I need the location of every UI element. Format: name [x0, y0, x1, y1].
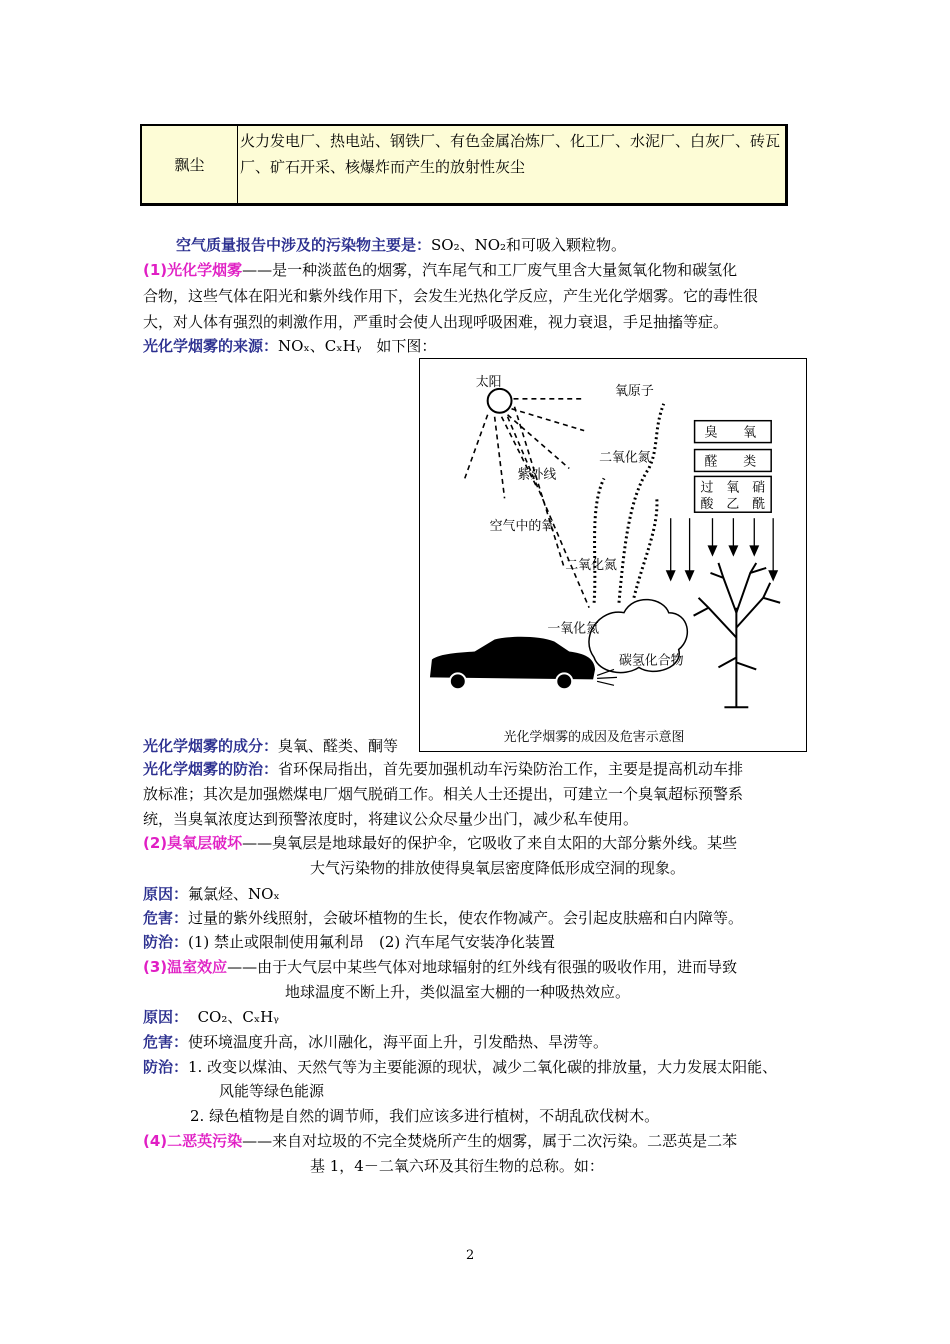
- intro-label: 空气质量报告中涉及的污染物主要是：: [176, 236, 432, 254]
- s2-ctrl-text: (1) 禁止或限制使用氟利昂 (2) 汽车尾气安装净化装置: [188, 933, 556, 951]
- fig-no-label: 一氧化氮: [547, 621, 600, 637]
- s1-ctrl2: 放标准；其次是加强燃煤电厂烟气脱硝工作。相关人士还提出，可建立一个臭氧超标预警系: [143, 785, 744, 803]
- s1-body2: 合物，这些气体在阳光和紫外线作用下，会发生光热化学反应，产生光化学烟雾。它的毒性很: [143, 287, 759, 305]
- s3-ctrl2: 2. 绿色植物是自然的调节师，我们应该多进行植树，不胡乱砍伐树木。: [190, 1107, 660, 1125]
- s3-cause-label: 原因：: [143, 1008, 189, 1026]
- s3-body1: ——由于大气层中某些气体对地球辐射的红外线有很强的吸收作用，进而导致: [227, 958, 738, 976]
- s4-body1: ——来自对垃圾的不完全焚烧所产生的烟雾，属于二次污染。二恶英是二苯: [242, 1132, 738, 1150]
- s2-ctrl-line: [143, 931, 555, 953]
- s1-source-line: [143, 335, 436, 357]
- s1-title: (1)光化学烟雾: [143, 261, 243, 279]
- s1-control-line: [143, 758, 743, 780]
- tree-icon: [694, 563, 781, 707]
- fig-air-o2-label: 空气中的氧: [489, 519, 555, 535]
- s3-ctrl1b: 风能等绿色能源: [219, 1082, 325, 1100]
- s3-harm-text: 使环境温度升高，冰川融化，海平面上升，引发酷热、旱涝等。: [188, 1033, 609, 1051]
- fig-aldehyde-label: 醛 类: [704, 454, 757, 470]
- pollutant-table: [140, 124, 788, 206]
- fig-caption: 光化学烟雾的成因及危害示意图: [503, 730, 685, 746]
- s4-line1: [143, 1130, 737, 1152]
- s2-harm-label: 危害：: [143, 909, 189, 927]
- fig-pan-label-2: 酸 乙 酰: [700, 497, 766, 513]
- s2-cause-line: [143, 883, 280, 905]
- s3-body2: 地球温度不断上升，类似温室大棚的一种吸热效应。: [285, 983, 631, 1001]
- fig-pan-label-1: 过 氧 硝: [700, 480, 766, 496]
- s2-cause-text: 氟氯烃、NOₓ: [188, 885, 280, 903]
- s1-comp-text: 臭氧、醛类、酮等: [278, 737, 399, 755]
- s1-source-label: 光化学烟雾的来源：: [143, 337, 279, 355]
- s1-comp-label: 光化学烟雾的成分：: [143, 737, 279, 755]
- s1-source-text: NOₓ、CₓHᵧ 如下图：: [278, 337, 437, 355]
- s4-title: (4)二恶英污染: [143, 1132, 243, 1150]
- s1-body1: ——是一种淡蓝色的烟雾，汽车尾气和工厂废气里含大量氮氧化物和碳氢化: [242, 261, 738, 279]
- sun-icon: [488, 389, 512, 413]
- s1-line1: [143, 259, 737, 281]
- s2-body1: ——臭氧层是地球最好的保护伞，它吸收了来自太阳的大部分紫外线。某些: [242, 834, 738, 852]
- s3-ctrl1: 1. 改变以煤油、天然气等为主要能源的现状，减少二氧化碳的排放量，大力发展太阳能、: [188, 1058, 778, 1076]
- s3-cause-text: CO₂、CₓHᵧ: [197, 1008, 279, 1026]
- s2-ctrl-label: 防治：: [143, 933, 189, 951]
- s2-line1: [143, 832, 737, 854]
- intro-line: [176, 234, 626, 256]
- fig-ozone-label: 臭 氧: [704, 425, 757, 441]
- s2-harm-text: 过量的紫外线照射，会破坏植物的生长，使农作物减产。会引起皮肤癌和白内障等。: [188, 909, 744, 927]
- fig-hc-label: 碳氢化合物: [618, 653, 684, 669]
- s1-ctrl-label: 光化学烟雾的防治：: [143, 760, 279, 778]
- s3-ctrl-line: [143, 1056, 777, 1078]
- s3-ctrl-label: 防治：: [143, 1058, 189, 1076]
- fig-oxygen-atom-label: 氧原子: [614, 383, 654, 399]
- s3-line1: [143, 956, 737, 978]
- table-label-cell: 飘尘: [142, 126, 238, 203]
- s1-composition-line: [143, 735, 398, 757]
- table-content-cell: 火力发电厂、热电站、钢铁厂、有色金属冶炼厂、化工厂、水泥厂、白灰厂、砖瓦厂、矿石开采、核爆炸而产生的放射性灰尘: [240, 132, 781, 176]
- s3-harm-label: 危害：: [143, 1033, 189, 1051]
- s1-ctrl3: 统，当臭氧浓度达到预警浓度时，将建议公众尽量少出门，减少私车使用。: [143, 810, 639, 828]
- s1-body3: 大，对人体有强烈的刺激作用，严重时会使人出现呼吸困难，视力衰退，手足抽搐等症。: [143, 313, 729, 331]
- s1-ctrl1: 省环保局指出，首先要加强机动车污染防治工作，主要是提高机动车排: [278, 760, 744, 778]
- s2-title: (2)臭氧层破坏: [143, 834, 243, 852]
- s4-body2: 基 1，4－二氧六环及其衍生物的总称。如：: [310, 1157, 604, 1175]
- s3-cause-line: [143, 1006, 279, 1028]
- fig-no2-top-label: 二氧化氮: [599, 450, 651, 466]
- fig-sun-label: 太阳: [475, 374, 502, 390]
- page-number: 2: [466, 1248, 475, 1263]
- s3-title: (3)温室效应: [143, 958, 228, 976]
- photochemical-smog-figure: [419, 358, 807, 752]
- intro-text: SO₂、NO₂和可吸入颗粒物。: [431, 236, 627, 254]
- fig-uv-label: 紫外线: [517, 467, 557, 483]
- s2-body2: 大气污染物的排放使得臭氧层密度降低形成空洞的现象。: [310, 859, 686, 877]
- s3-harm-line: [143, 1031, 608, 1053]
- s2-harm-line: [143, 907, 743, 929]
- s2-cause-label: 原因：: [143, 885, 189, 903]
- fig-no2-mid-label: 二氧化氮: [565, 557, 617, 573]
